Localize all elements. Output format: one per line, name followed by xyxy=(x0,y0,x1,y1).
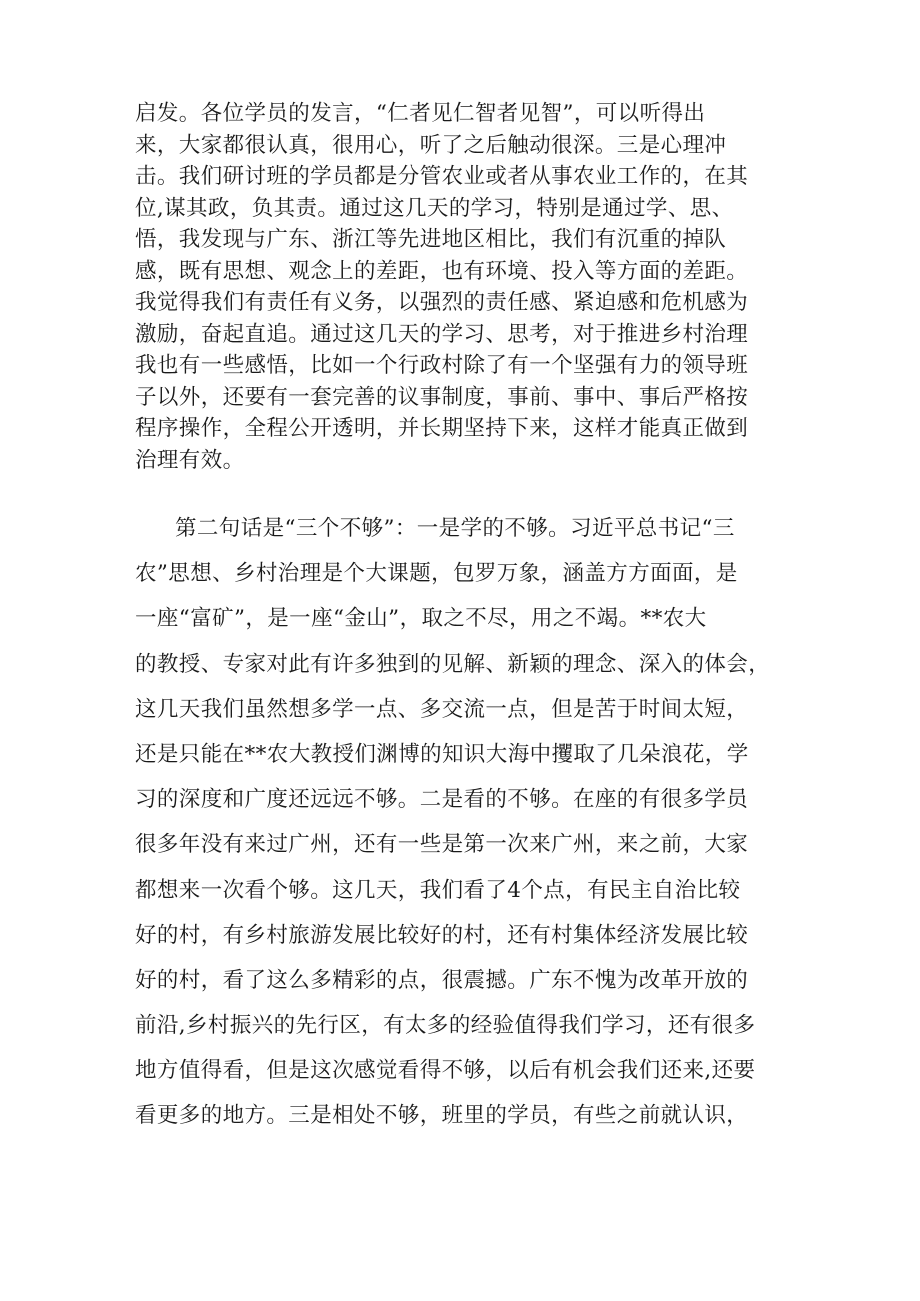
text-line: 这几天我们虽然想多学一点、多交流一点，但是苦于时间太短， xyxy=(135,696,749,722)
text-line: 感，既有思想、观念上的差距，也有环境、投入等方面的差距。 xyxy=(135,258,749,284)
text-line: 来，大家都很认真，很用心，听了之后触动很深。三是心理冲 xyxy=(135,132,727,158)
text-line: 激励，奋起直追。通过这几天的学习、思考，对于推进乡村治理 xyxy=(135,321,749,347)
text-line: 农”思想、乡村治理是个大课题，包罗万象，涵盖方方面面，是 xyxy=(135,561,738,587)
text-line: 还是只能在**农大教授们渊博的知识大海中攫取了几朵浪花，学 xyxy=(135,741,749,767)
text-line: 我也有一些感悟，比如一个行政村除了有一个坚强有力的领导班 xyxy=(135,353,749,378)
paragraph-one xyxy=(135,98,795,476)
text-line: 悟，我发现与广东、浙江等先进地区相比，我们有沉重的掉队 xyxy=(135,227,727,252)
text-line: 地方值得看，但是这次感觉看得不够，以后有机会我们还来,还要 xyxy=(135,1058,756,1084)
text-line: 治理有效。 xyxy=(135,447,245,473)
text-line: 的教授、专家对此有许多独到的见解、新颖的理念、深入的体会， xyxy=(135,651,771,677)
text-line: 子以外，还要有一套完善的议事制度，事前、事中、事后严格按 xyxy=(135,384,749,410)
text-line: 很多年没有来过广州，还有一些是第一次来广州，来之前，大家 xyxy=(135,832,749,858)
text-line: 我觉得我们有责任有义务，以强烈的责任感、紧迫感和危机感为 xyxy=(135,290,749,315)
text-line: 程序操作，全程公开透明，并长期坚持下来，这样才能真正做到 xyxy=(135,416,749,441)
text-line: 好的村，看了这么多精彩的点，很震撼。广东不愧为改革开放的 xyxy=(135,967,749,993)
text-line: 前沿,乡村振兴的先行区，有太多的经验值得我们学习，还有很多 xyxy=(135,1013,756,1039)
text-line: 习的深度和广度还远远不够。二是看的不够。在座的有很多学员 xyxy=(135,787,749,813)
text-line: 好的村，有乡村旅游发展比较好的村，还有村集体经济发展比较 xyxy=(135,922,749,948)
text-line: 第二句话是“三个不够”：一是学的不够。习近平总书记“三 xyxy=(175,516,735,541)
text-line: 启发。各位学员的发言，“仁者见仁智者见智”，可以听得出 xyxy=(135,101,706,126)
text-line: 一座“富矿”，是一座“金山”，取之不尽，用之不竭。**农大 xyxy=(135,606,707,632)
text-line: 击。我们研讨班的学员都是分管农业或者从事农业工作的，在其 xyxy=(135,164,749,189)
text-line: 都想来一次看个够。这几天，我们看了4个点，有民主自治比较 xyxy=(135,877,741,903)
paragraph-two xyxy=(135,506,795,1139)
text-line: 位,谋其政，负其责。通过这几天的学习，特别是通过学、思、 xyxy=(135,195,734,221)
text-line: 看更多的地方。三是相处不够，班里的学员，有些之前就认识， xyxy=(135,1103,749,1129)
